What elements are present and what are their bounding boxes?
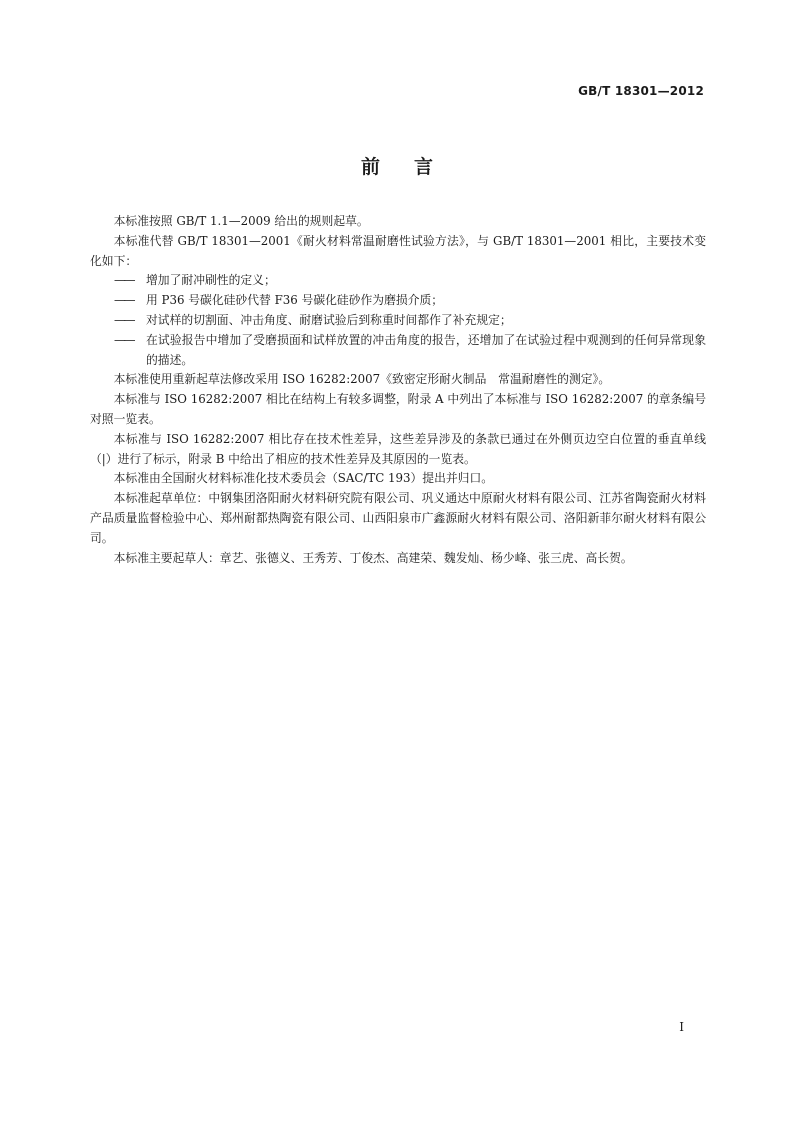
change-item-text: 对试样的切割面、冲击角度、耐磨试验后到称重时间都作了补充规定；	[146, 312, 512, 327]
change-item-text: 用 P36 号碳化硅砂代替 F36 号碳化硅砂作为磨损介质；	[146, 293, 444, 308]
paragraph-drafters: 本标准主要起草人：章艺、张德义、王秀芳、丁俊杰、高建荣、魏发灿、杨少峰、张三虎、高长贺。	[113, 550, 633, 565]
paragraph-drafting-rules: 本标准按照 GB/T 1.1—2009 给出的规则起草。	[113, 214, 369, 228]
change-item	[90, 311, 706, 331]
change-item-text: 增加了耐冲刷性的定义；	[146, 273, 276, 288]
dash-marker: ——	[114, 273, 134, 288]
paragraph-iso-adoption: 本标准使用重新起草法修改采用 ISO 16282:2007《致密定形耐火制品 常温耐磨性的测定》。	[113, 372, 611, 387]
paragraph-technical-differences: 本标准与 ISO 16282:2007 相比存在技术性差异，这些差异涉及的条款已通过在外侧页边空白位置的垂直单线（|）进行了标示，附录 B 中给出了相应的技术性差异及其原因的一览表。	[90, 431, 706, 466]
paragraph-committee: 本标准由全国耐火材料标准化技术委员会（SAC/TC 193）提出并归口。	[113, 471, 494, 486]
page-number: I	[679, 1020, 684, 1034]
change-item-text: 在试验报告中增加了受磨损面和试样放置的冲击角度的报告，还增加了在试验过程中观测到的任何异常现象的描述。	[146, 332, 706, 367]
change-item	[90, 271, 706, 291]
change-item	[90, 291, 706, 311]
paragraph-replacement: 本标准代替 GB/T 18301—2001《耐火材料常温耐磨性试验方法》，与 GB/T 18301—2001 相比，主要技术变化如下：	[90, 233, 706, 268]
dash-marker: ——	[114, 332, 134, 347]
paragraph-drafting-units: 本标准起草单位：中钢集团洛阳耐火材料研究院有限公司、巩义通达中原耐火材料有限公司、江苏省陶瓷耐火材料产品质量监督检验中心、郑州耐都热陶瓷有限公司、山西阳泉市广鑫源耐火材料有限公司、洛阳新菲尔耐火材料有限公司。	[90, 491, 706, 545]
dash-marker: ——	[114, 293, 134, 308]
page-title: 前言	[360, 156, 467, 178]
foreword-body	[90, 212, 706, 568]
document-code: GB/T 18301—2012	[578, 84, 704, 98]
change-item	[90, 331, 706, 371]
paragraph-structure: 本标准与 ISO 16282:2007 相比在结构上有较多调整，附录 A 中列出了本标准与 ISO 16282:2007 的章条编号对照一览表。	[90, 392, 706, 426]
dash-marker: ——	[114, 312, 134, 327]
